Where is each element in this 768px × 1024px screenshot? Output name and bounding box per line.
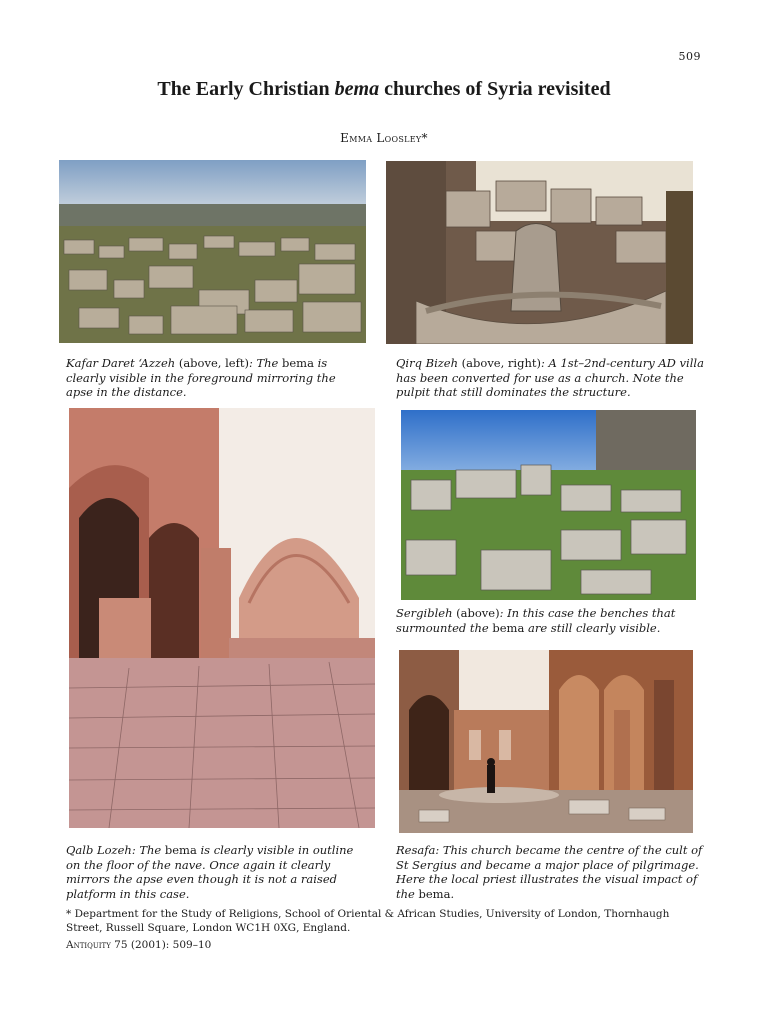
- footnote-text: Department for the Study of Religions, School of Oriental & African Studies, University of London, Thornhaugh Street, Russell Square, London: [66, 908, 670, 934]
- caption-kafar-bema: bema: [282, 356, 314, 370]
- author-line: [0, 131, 768, 145]
- page-number: 509: [678, 50, 701, 63]
- caption-qirq-position: (above, right): [458, 356, 541, 370]
- photo-resafa-image: [399, 650, 693, 833]
- caption-qirq-ad: AD: [658, 356, 676, 370]
- photo-sergibleh: [401, 410, 696, 600]
- caption-sergibleh-bema: bema: [492, 620, 525, 635]
- caption-sergibleh: [396, 606, 706, 635]
- caption-qalb-lozeh: [66, 843, 362, 901]
- citation-journal: Antiquity: [66, 939, 111, 951]
- photo-kafar-image: [59, 160, 366, 343]
- caption-resafa: [396, 843, 706, 901]
- caption-qalb-bema: bema: [164, 843, 197, 857]
- caption-qirq-bizeh: [396, 356, 706, 400]
- title-part-2: churches of Syria revisited: [379, 78, 611, 100]
- citation-volume-pages: 75 (2001): 509–10: [110, 939, 212, 951]
- caption-resafa-text: : This church became the centre of the cult of St Sergius and became a major place of pilgrimage. Here the local priest illustrates the visual impact of the: [396, 843, 703, 901]
- footnote-text-end: , England.: [296, 922, 351, 934]
- caption-kafar-text: is clearly visible in the foreground mirroring the apse in the distance.: [66, 356, 336, 399]
- footnote-mark: *: [66, 908, 72, 920]
- caption-qalb-colon: : The: [131, 843, 165, 857]
- photo-resafa: [399, 650, 693, 833]
- photo-qirq-bizeh: [386, 161, 693, 344]
- caption-qalb-place: Qalb Lozeh: [66, 843, 132, 857]
- title-emphasis: bema: [334, 78, 380, 100]
- caption-qirq-place: Qirq Bizeh: [396, 356, 459, 370]
- journal-citation: [66, 939, 211, 951]
- caption-kafar-position: (above, left): [175, 356, 249, 370]
- caption-sergibleh-position: (above): [452, 606, 500, 620]
- caption-sergibleh-text-2: are still clearly visible.: [524, 620, 661, 635]
- article-title: [0, 78, 768, 101]
- photo-qirq-image: [386, 161, 693, 344]
- caption-kafar-daret-azzeh: [66, 356, 358, 400]
- photo-qalb-image: [69, 408, 375, 828]
- footnote-postcode: WC1H 0XG: [235, 922, 297, 934]
- photo-kafar-daret-azzeh: [59, 160, 366, 343]
- caption-resafa-place: Resafa: [396, 843, 436, 857]
- caption-kafar-colon: : The: [248, 356, 283, 370]
- caption-resafa-bema: bema: [418, 886, 451, 901]
- caption-sergibleh-place: Sergibleh: [396, 606, 453, 620]
- caption-qalb-text: is clearly visible in outline on the floor of the nave. Once again it clearly mirrors the apse even though it is not a raised platform in this case.: [66, 843, 354, 901]
- author-affiliation-footnote: [66, 907, 696, 935]
- caption-resafa-end: .: [450, 886, 455, 901]
- photo-sergibleh-image: [401, 410, 696, 600]
- photo-qalb-lozeh: [69, 408, 375, 828]
- title-part-1: The Early Christian: [157, 78, 335, 100]
- author-footnote-mark: *: [421, 131, 428, 145]
- caption-qirq-text: : A 1st–2nd-century: [540, 356, 659, 370]
- author-name: Emma Loosley: [340, 131, 422, 145]
- caption-qirq-text-2: villa has been converted for use as a church. Note the pulpit that still dominates the structure.: [396, 356, 704, 399]
- caption-kafar-place: Kafar Daret ‘Azzeh: [66, 356, 176, 370]
- caption-sergibleh-text: : In this case the benches that surmounted the: [396, 606, 676, 635]
